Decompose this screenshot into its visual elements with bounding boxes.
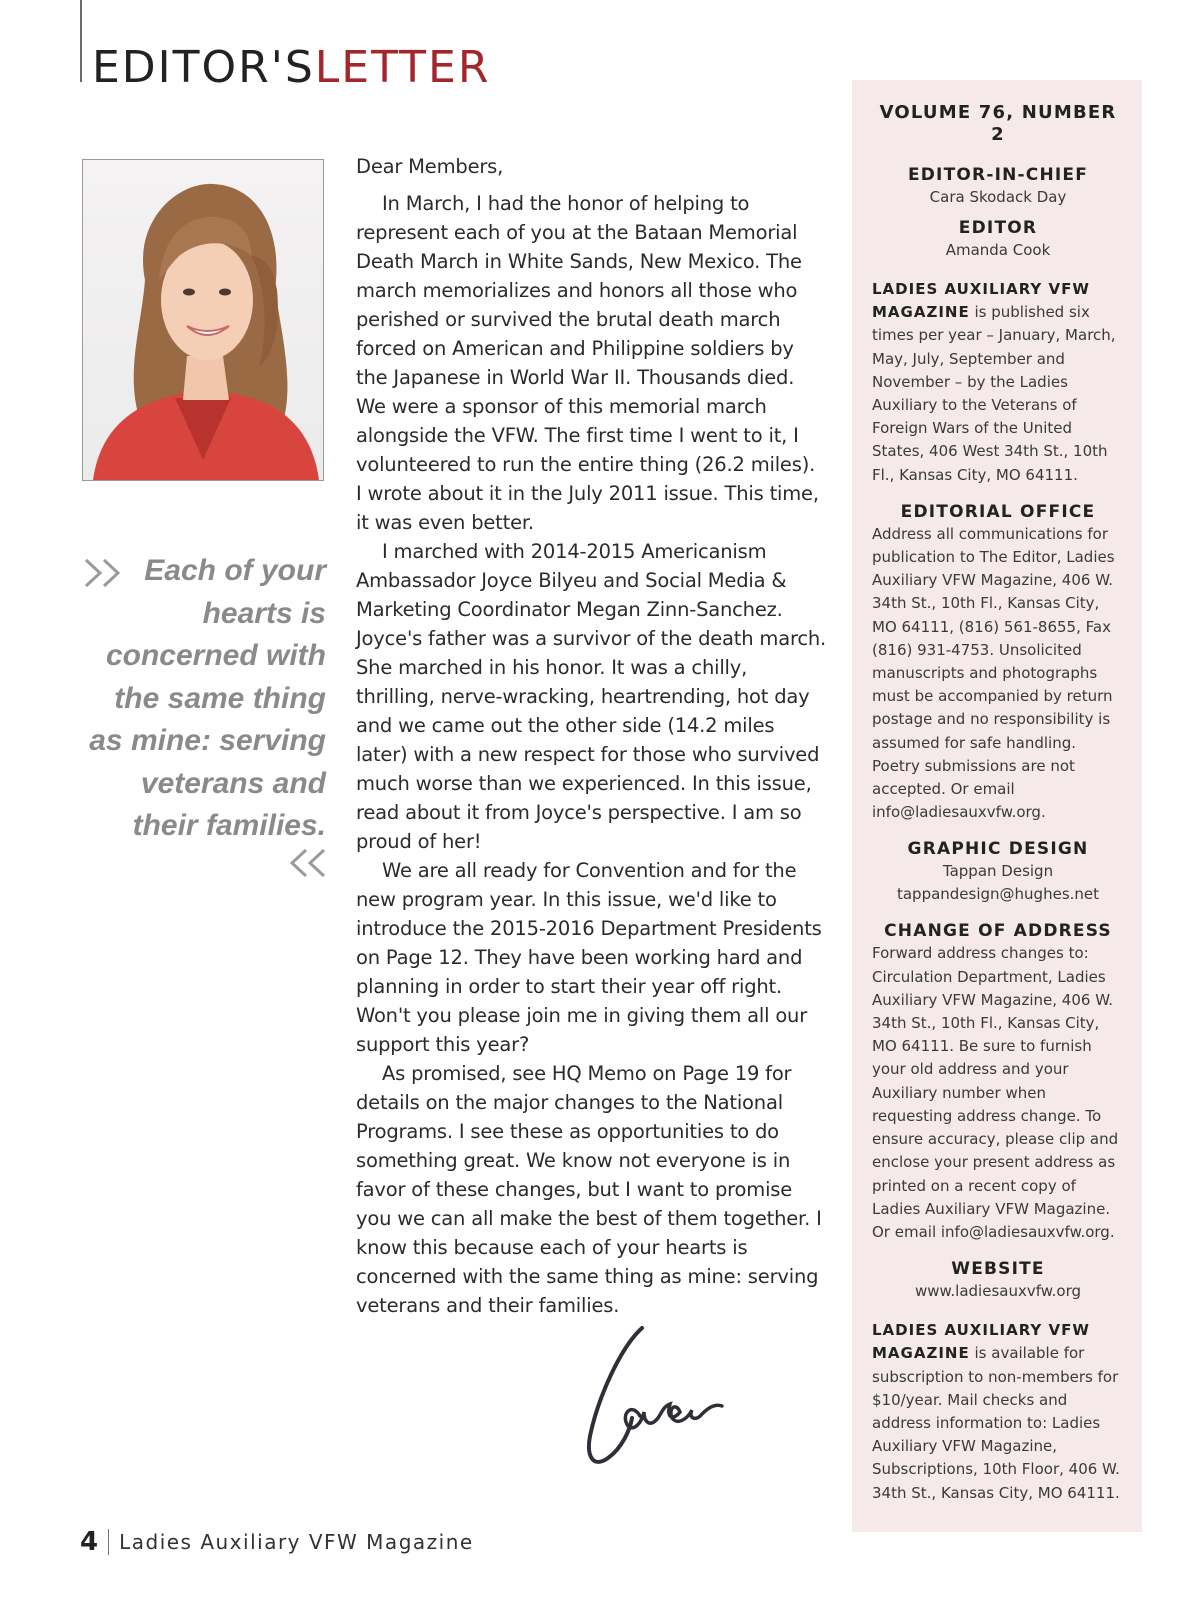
quote-close-icon <box>282 848 326 891</box>
signature <box>580 1318 740 1478</box>
page-footer <box>80 1524 474 1560</box>
editorial-office-label: EDITORIAL OFFICE <box>900 501 1096 522</box>
subscription-title: LADIES AUXILIARY VFW MAGAZINE <box>872 1321 1090 1363</box>
website-label: WEBSITE <box>951 1259 1045 1280</box>
change-of-address-label: CHANGE OF ADDRESS <box>884 921 1112 942</box>
masthead-sidebar <box>852 80 1142 1532</box>
editor-name: Amanda Cook <box>945 241 1051 259</box>
graphic-design-label: GRAPHIC DESIGN <box>907 839 1089 860</box>
editor-in-chief-label: EDITOR-IN-CHIEF <box>907 165 1089 185</box>
about-magazine-title: LADIES AUXILIARY VFW MAGAZINE <box>872 280 1090 322</box>
letter-paragraph: I marched with 2014-2015 Americanism Ambassador Joyce Bilyeu and Social Media & Marketing Coordinator Megan Zinn-Sanchez. Joyce's father was a survivor of the death march. She marched in his honor. It was a chilly, thrilling, nerve-wracking, heartrending, hot day and we came out the other side (14.2 miles later) with a new respect for those who survived much worse than we experienced. In this issue, read about it from Joyce's perspective. I am so proud of her! <box>356 540 827 853</box>
magazine-name: Ladies Auxiliary VFW Magazine <box>119 1530 474 1554</box>
header-rule <box>80 0 82 82</box>
page-number: 4 <box>80 1527 99 1557</box>
subscription-text: is available for subscription to non-members for $10/year. Mail checks and address information to: Ladies Auxiliary VFW Magazine, Subscriptions, 10th Floor, 406 W. 34th St., Kansas City, MO 64111. <box>872 1344 1120 1502</box>
title-part-letter: LETTER <box>314 42 491 93</box>
pull-quote <box>84 550 326 891</box>
about-magazine <box>872 278 1124 487</box>
change-of-address-text: Forward address changes to: Circulation Department, Ladies Auxiliary VFW Magazine, 406 W. 34th St., 10th Fl., Kansas City, MO 64111. Be sure to furnish your old address and your Auxiliary number when requesting address change. To ensure accuracy, please clip and enclose your present address as printed on a recent copy of Ladies Auxiliary VFW Magazine. Or email info@ladiesauxvfw.org. <box>872 944 1119 1241</box>
page-title <box>92 40 490 96</box>
about-magazine-text: is published six times per year – January, March, May, July, September and November – by the Ladies Auxiliary to the Veterans of Foreign Wars of the United States, 406 West 34th St., 10th Fl., Kansas City, MO 64111. <box>872 303 1116 484</box>
subscription-info <box>872 1319 1124 1505</box>
graphic-design-email: tappandesign@hughes.net <box>896 885 1100 904</box>
letter-paragraph: As promised, see HQ Memo on Page 19 for details on the major changes to the National Programs. I see these as opportunities to do something great. We know not everyone is in favor of these changes, but I want to promise you we can all make the best of them together. I know this because each of your hearts is concerned with the same thing as mine: serving veterans and their families. <box>356 1062 822 1317</box>
letter-paragraph: We are all ready for Convention and for the new program year. In this issue, we'd like to introduce the 2015-2016 Department Presidents on Page 12. They have been working hard and planning in order to start their year off right. Won't you please join me in giving them all our support this year? <box>356 859 822 1056</box>
portrait-illustration <box>83 160 323 480</box>
footer-divider <box>108 1529 109 1555</box>
volume-number: VOLUME 76, NUMBER 2 <box>879 102 1117 145</box>
graphic-design-name: Tappan Design <box>942 862 1054 881</box>
letter-body <box>356 152 826 1320</box>
quote-open-icon <box>84 558 128 601</box>
website-url: www.ladiesauxvfw.org <box>914 1282 1082 1301</box>
editorial-office-text: Address all communications for publication to The Editor, Ladies Auxiliary VFW Magazine, 406 W. 34th St., 10th Fl., Kansas City, MO 64111, (816) 561-8655, Fax (816) 931-4753. Unsolicited manuscripts and photographs must be accompanied by return postage and no responsibility is assumed for safe handling. Poetry submissions are not accepted. Or email info@ladiesauxvfw.org. <box>872 524 1115 822</box>
editor-label: EDITOR <box>958 218 1038 238</box>
editor-photo <box>82 159 324 481</box>
pull-quote-text: Each of your hearts is concerned with the same thing as mine: serving veterans and their families. <box>89 554 326 842</box>
editor-in-chief-name: Cara Skodack Day <box>929 188 1067 206</box>
letter-paragraph: In March, I had the honor of helping to represent each of you at the Bataan Memorial Death March in White Sands, New Mexico. The march memorializes and honors all those who perished or survived the brutal death march forced on American and Philippine soldiers by the Japanese in World War II. Thousands died. We were a sponsor of this memorial march alongside the VFW. The first time I went to it, I volunteered to run the entire thing (26.2 miles). I wrote about it in the July 2011 issue. This time, it was even better. <box>356 192 819 534</box>
title-part-editors: EDITOR'S <box>92 42 315 93</box>
letter-salutation: Dear Members, <box>356 155 504 178</box>
